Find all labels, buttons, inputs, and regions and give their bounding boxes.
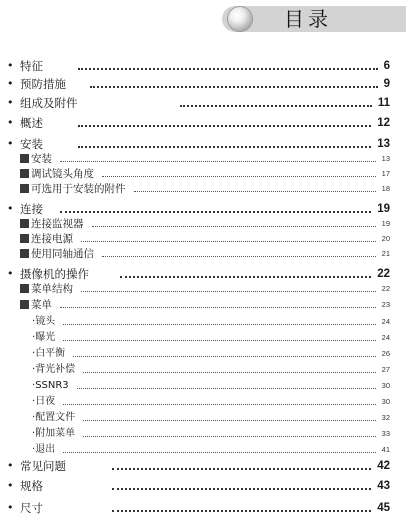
- toc-label: [20, 458, 66, 474]
- toc-label-text: 连接监视器: [31, 218, 84, 230]
- toc-label: [20, 115, 43, 131]
- dot-leader: [78, 125, 371, 127]
- dot-leader: [134, 191, 376, 192]
- toc-page-number: 23: [381, 300, 390, 309]
- dot-leader: [83, 420, 376, 421]
- dot-leader: [63, 324, 376, 325]
- toc-entry[interactable]: [0, 201, 406, 217]
- toc-page-number: 32: [381, 413, 390, 422]
- toc-label-text: 连接电源: [31, 233, 73, 245]
- toc-page-number: 30: [381, 381, 390, 390]
- toc-page-number: 24: [381, 333, 390, 342]
- toc-label: [20, 181, 126, 197]
- bullet-icon: •: [7, 77, 14, 90]
- bullet-icon: •: [7, 59, 14, 72]
- dot-leader: [78, 146, 371, 148]
- toc-page-number: 30: [381, 397, 390, 406]
- toc-entry[interactable]: [0, 410, 406, 426]
- square-bullet-icon: [20, 169, 29, 178]
- dot-leader: [92, 226, 376, 227]
- dot-leader: [63, 452, 376, 453]
- toc-entry[interactable]: [0, 362, 406, 378]
- dot-leader: [63, 340, 376, 341]
- bullet-icon: •: [7, 137, 14, 150]
- toc-page-number: 13: [381, 154, 390, 163]
- dot-leader: [81, 241, 376, 242]
- toc-label: [20, 266, 89, 282]
- bullet-icon: •: [7, 501, 14, 514]
- toc-label-text: 使用同轴通信: [31, 248, 94, 260]
- dot-bullet-icon: ·: [32, 412, 36, 423]
- toc-entry[interactable]: [0, 166, 406, 182]
- toc-page-number: 22: [381, 284, 390, 293]
- page-title: 目录: [284, 7, 332, 31]
- toc-entry[interactable]: [0, 478, 406, 494]
- square-bullet-icon: [20, 154, 29, 163]
- toc-label-text: 配置文件: [35, 412, 76, 423]
- toc-label-text: SSNR3: [35, 380, 69, 391]
- bullet-icon: •: [7, 116, 14, 129]
- toc-label: [20, 231, 73, 247]
- toc-entry[interactable]: [0, 394, 406, 410]
- square-bullet-icon: [20, 300, 29, 309]
- dot-leader: [180, 105, 372, 107]
- toc-page-number: 9: [383, 78, 390, 90]
- dot-leader: [78, 68, 378, 70]
- dot-bullet-icon: ·: [32, 396, 36, 407]
- dot-bullet-icon: ·: [32, 364, 36, 375]
- toc-page-number: 22: [377, 268, 390, 280]
- toc-label-text: 附加菜单: [35, 428, 76, 439]
- toc-entry[interactable]: [0, 266, 406, 282]
- toc-entry[interactable]: [0, 426, 406, 442]
- toc-entry[interactable]: [0, 458, 406, 474]
- toc-label: [32, 314, 55, 330]
- toc-page-number: 18: [381, 184, 390, 193]
- bullet-icon: •: [7, 267, 14, 280]
- dot-leader: [83, 436, 376, 437]
- toc-label: [20, 500, 43, 516]
- toc-page-number: 19: [381, 219, 390, 228]
- toc-label: [32, 426, 75, 442]
- bullet-icon: •: [7, 202, 14, 215]
- toc-entry[interactable]: [0, 378, 406, 394]
- toc-label: [32, 362, 75, 378]
- toc-label: [32, 410, 75, 426]
- toc-label-text: 曝光: [35, 332, 56, 343]
- dot-bullet-icon: ·: [32, 428, 36, 439]
- dot-leader: [102, 256, 376, 257]
- square-bullet-icon: [20, 219, 29, 228]
- dot-bullet-icon: ·: [32, 380, 36, 391]
- toc-label: [20, 478, 43, 494]
- square-bullet-icon: [20, 184, 29, 193]
- toc-label-text: 调试镜头角度: [31, 168, 94, 180]
- toc-page-number: 6: [383, 60, 390, 72]
- dot-leader: [63, 404, 376, 405]
- dot-leader: [83, 372, 376, 373]
- toc-label-text: 概述: [20, 116, 43, 130]
- toc-entry[interactable]: [0, 246, 406, 262]
- toc-label-text: 白平衡: [35, 348, 66, 359]
- dot-leader: [60, 161, 376, 162]
- dot-leader: [77, 388, 376, 389]
- toc-label: [32, 378, 69, 394]
- toc-label-text: 组成及附件: [20, 96, 78, 110]
- toc-label-text: 日夜: [35, 396, 56, 407]
- toc-entry[interactable]: [0, 58, 406, 74]
- toc-entry[interactable]: [0, 216, 406, 232]
- toc-page-number: 33: [381, 429, 390, 438]
- dot-bullet-icon: ·: [32, 316, 36, 327]
- toc-page-number: 17: [381, 169, 390, 178]
- dot-leader: [112, 488, 371, 490]
- toc-label-text: 规格: [20, 479, 43, 493]
- dot-leader: [120, 276, 371, 278]
- toc-page-number: 43: [377, 480, 390, 492]
- toc-page-number: 24: [381, 317, 390, 326]
- toc-label: [20, 297, 52, 313]
- dot-leader: [81, 291, 376, 292]
- toc-entry[interactable]: [0, 281, 406, 297]
- square-bullet-icon: [20, 249, 29, 258]
- toc-page-number: 41: [381, 445, 390, 454]
- toc-page-number: 26: [381, 349, 390, 358]
- toc-page-number: 13: [377, 138, 390, 150]
- toc-entry[interactable]: [0, 297, 406, 313]
- toc-label-text: 特征: [20, 59, 43, 73]
- dot-leader: [102, 176, 376, 177]
- toc-entry[interactable]: [0, 346, 406, 362]
- toc-page-number: 42: [377, 460, 390, 472]
- toc-entry[interactable]: [0, 330, 406, 346]
- toc-label: [32, 394, 55, 410]
- toc-label-text: 背光补偿: [35, 364, 76, 375]
- toc-entry[interactable]: [0, 181, 406, 197]
- toc-label: [32, 330, 55, 346]
- toc-label-text: 预防措施: [20, 77, 66, 91]
- toc-label-text: 菜单结构: [31, 283, 73, 295]
- toc-entry[interactable]: [0, 151, 406, 167]
- toc-label: [20, 216, 84, 232]
- toc-label-text: 菜单: [31, 299, 52, 311]
- toc-label: [20, 281, 73, 297]
- toc-label-text: 可选用于安装的附件: [31, 183, 126, 195]
- toc-entry[interactable]: [0, 231, 406, 247]
- toc-label: [32, 346, 65, 362]
- toc-label: [20, 58, 43, 74]
- dot-leader: [60, 211, 371, 213]
- toc-label-text: 镜头: [35, 316, 56, 327]
- toc-entry[interactable]: [0, 95, 406, 111]
- toc-page-number: 45: [377, 502, 390, 514]
- toc-label-text: 连接: [20, 202, 43, 216]
- square-bullet-icon: [20, 234, 29, 243]
- toc-page-number: 20: [381, 234, 390, 243]
- toc-entry[interactable]: [0, 314, 406, 330]
- toc-page-number: 21: [381, 249, 390, 258]
- dot-bullet-icon: ·: [32, 332, 36, 343]
- toc-label-text: 尺寸: [20, 501, 43, 515]
- bullet-icon: •: [7, 96, 14, 109]
- toc-label: [20, 166, 94, 182]
- header-orb-icon: [228, 7, 252, 31]
- toc-label: [20, 201, 43, 217]
- toc-label-text: 退出: [35, 444, 56, 455]
- square-bullet-icon: [20, 284, 29, 293]
- toc-label: [20, 95, 78, 111]
- toc-entry[interactable]: [0, 76, 406, 92]
- dot-leader: [73, 356, 376, 357]
- toc-entry[interactable]: [0, 500, 406, 516]
- toc-page-number: 11: [377, 97, 390, 109]
- toc-label-text: 安装: [20, 137, 43, 151]
- dot-leader: [90, 86, 378, 88]
- toc-page-number: 12: [377, 117, 390, 129]
- toc-entry[interactable]: [0, 442, 406, 458]
- toc-label: [32, 442, 55, 458]
- dot-leader: [112, 510, 371, 512]
- toc-label-text: 摄像机的操作: [20, 267, 89, 281]
- dot-bullet-icon: ·: [32, 348, 36, 359]
- bullet-icon: •: [7, 459, 14, 472]
- toc-page-number: 19: [377, 203, 390, 215]
- dot-bullet-icon: ·: [32, 444, 36, 455]
- toc-label: [20, 246, 94, 262]
- toc-label: [20, 136, 43, 152]
- bullet-icon: •: [7, 479, 14, 492]
- dot-leader: [60, 307, 376, 308]
- dot-leader: [112, 468, 371, 470]
- toc-label-text: 常见问题: [20, 459, 66, 473]
- toc-label: [20, 76, 66, 92]
- toc-entry[interactable]: [0, 115, 406, 131]
- toc-label: [20, 151, 52, 167]
- toc-label-text: 安装: [31, 153, 52, 165]
- toc-page-number: 27: [381, 365, 390, 374]
- toc-entry[interactable]: [0, 136, 406, 152]
